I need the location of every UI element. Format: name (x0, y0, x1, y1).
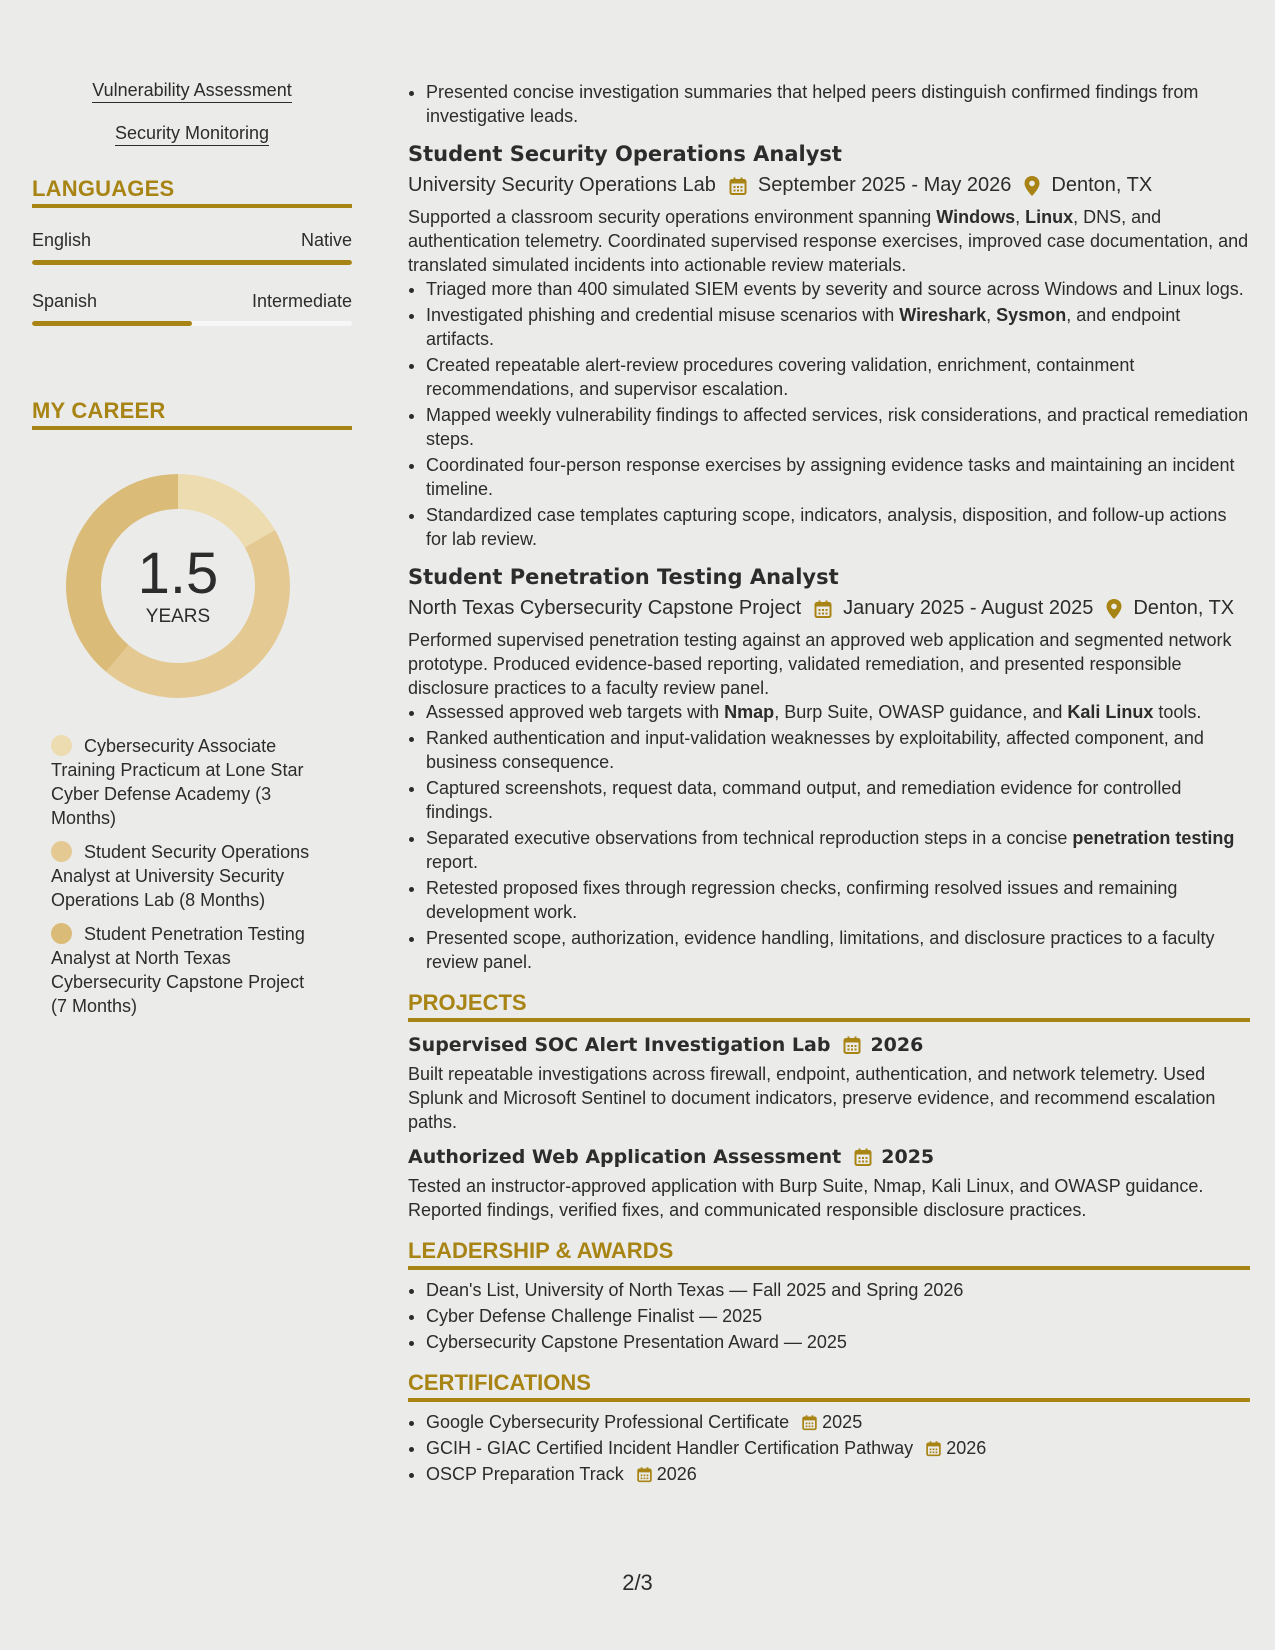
legend-dot (51, 923, 72, 944)
project-entry (408, 1146, 1250, 1222)
language-bar (32, 321, 352, 326)
language-item (32, 291, 352, 326)
certifications-list (408, 1410, 1250, 1486)
career-legend-text: Cybersecurity Associate Training Practicum at Lone Star Cyber Defense Academy (3 Months) (51, 736, 304, 828)
certification-year: 2025 (822, 1412, 863, 1432)
calendar-icon (925, 1440, 942, 1457)
project-year: 2026 (870, 1034, 924, 1056)
job-dates: January 2025 - August 2025 (843, 597, 1094, 619)
project-title: Authorized Web Application Assessment (408, 1146, 842, 1168)
bullet-item: • Captured screenshots, request data, command output, and remediation evidence for controlled findings. (426, 776, 1250, 824)
certification-item (426, 1410, 1250, 1434)
certification-name: • GCIH - GIAC Certified Incident Handler Certification Pathway (426, 1438, 914, 1458)
certification-item (426, 1436, 1250, 1460)
skill-tag: Vulnerability Assessment (92, 80, 291, 103)
job-dates: September 2025 - May 2026 (757, 174, 1012, 196)
award-item: • Cyber Defense Challenge Finalist — 2025 (426, 1304, 1250, 1328)
certification-item (426, 1462, 1250, 1486)
calendar-icon (842, 1035, 862, 1055)
bullet-item: • Presented scope, authorization, evidence handling, limitations, and disclosure practices to a faculty review panel. (426, 926, 1250, 974)
awards-list (408, 1278, 1250, 1354)
projects-heading: PROJECTS (408, 990, 1250, 1022)
certification-name: • Google Cybersecurity Professional Certificate (426, 1412, 790, 1432)
awards-heading: LEADERSHIP & AWARDS (408, 1238, 1250, 1270)
job-meta (408, 597, 1250, 620)
skill-tag: Security Monitoring (115, 123, 269, 146)
job-title: Student Security Operations Analyst (408, 142, 842, 166)
bullet-item: • Separated executive observations from technical reproduction steps in a concise penetration testing report. (426, 826, 1250, 874)
project-entry (408, 1034, 1250, 1134)
career-total-unit: YEARS (145, 606, 211, 627)
bullet-item: • Assessed approved web targets with Nmap, Burp Suite, OWASP guidance, and Kali Linux tools. (426, 700, 1250, 724)
previous-job-bullets (408, 80, 1250, 128)
job-org: University Security Operations Lab (408, 174, 716, 196)
language-level: Intermediate (251, 291, 352, 311)
award-item: • Cybersecurity Capstone Presentation Award — 2025 (426, 1330, 1250, 1354)
page-number: 2/3 (622, 1570, 653, 1595)
language-bar-fill (32, 321, 192, 326)
job-location: Denton, TX (1133, 597, 1235, 619)
career-legend-text: Student Penetration Testing Analyst at North Texas Cybersecurity Capstone Project (7 Months) (51, 924, 305, 1016)
project-description: Tested an instructor-approved application with Burp Suite, Nmap, Kali Linux, and OWASP guidance. Reported findings, verified fixes, and communicated responsible disclosure practices. (408, 1176, 1204, 1220)
career-legend (51, 734, 321, 1018)
language-level: Native (300, 230, 352, 250)
language-name: Spanish (32, 291, 98, 311)
job-org: North Texas Cybersecurity Capstone Project (408, 597, 802, 619)
job-description: Performed supervised penetration testing against an approved web application and segmented network prototype. Produced evidence-based reporting, validated remediation, and presented responsible disclosure practices to a faculty review panel. (408, 630, 1232, 698)
career-legend-item (51, 734, 321, 830)
bullet-item: • Presented concise investigation summaries that helped peers distinguish confirmed findings from investigative leads. (426, 80, 1250, 128)
bullet-item: • Created repeatable alert-review procedures covering validation, enrichment, containment recommendations, and supervisor escalation. (426, 353, 1250, 401)
career-total-value: 1.5 (137, 541, 219, 606)
language-bar (32, 260, 352, 265)
right-column (408, 80, 1250, 1488)
career-legend-text: Student Security Operations Analyst at University Security Operations Lab (8 Months) (51, 842, 310, 910)
certification-name: • OSCP Preparation Track (426, 1464, 624, 1484)
bullet-item: • Retested proposed fixes through regression checks, confirming resolved issues and remaining development work. (426, 876, 1250, 924)
bullet-item: • Mapped weekly vulnerability findings to affected services, risk considerations, and practical remediation steps. (426, 403, 1250, 451)
donut-segment (178, 474, 275, 548)
job-bullets (408, 277, 1250, 551)
job-entry (408, 142, 1250, 551)
skill-tags (32, 80, 352, 166)
map-pin-icon (1105, 598, 1123, 620)
bullet-item: • Standardized case templates capturing scope, indicators, analysis, disposition, and follow-up actions for lab review. (426, 503, 1250, 551)
job-meta (408, 174, 1250, 197)
career-heading: MY CAREER (32, 398, 352, 430)
project-description: Built repeatable investigations across firewall, endpoint, authentication, and network telemetry. Used Splunk and Microsoft Sentinel to document indicators, preserve evidence, and recommend escalation paths. (408, 1064, 1216, 1132)
language-bar-fill (32, 260, 352, 265)
career-legend-item (51, 922, 321, 1018)
legend-dot (51, 735, 72, 756)
legend-dot (51, 841, 72, 862)
left-column (32, 80, 352, 1028)
bullet-item: • Ranked authentication and input-validation weaknesses by exploitability, affected component, and business consequence. (426, 726, 1250, 774)
career-legend-item (51, 840, 321, 912)
languages-heading: LANGUAGES (32, 176, 352, 208)
map-pin-icon (1023, 175, 1041, 197)
bullet-item: • Investigated phishing and credential misuse scenarios with Wireshark, Sysmon, and endpoint artifacts. (426, 303, 1250, 351)
award-item: • Dean's List, University of North Texas — Fall 2025 and Spring 2026 (426, 1278, 1250, 1302)
career-donut-chart (66, 474, 290, 698)
job-entry (408, 565, 1250, 974)
certification-year: 2026 (656, 1464, 697, 1484)
certifications-heading: CERTIFICATIONS (408, 1370, 1250, 1402)
calendar-icon (853, 1147, 873, 1167)
project-year: 2025 (881, 1146, 935, 1168)
calendar-icon (813, 599, 833, 619)
job-location: Denton, TX (1051, 174, 1153, 196)
bullet-item: • Triaged more than 400 simulated SIEM events by severity and source across Windows and Linux logs. (426, 277, 1250, 301)
calendar-icon (728, 176, 748, 196)
calendar-icon (801, 1414, 818, 1431)
job-description: Supported a classroom security operations environment spanning Windows, Linux, DNS, and authentication telemetry. Coordinated supervised response exercises, improved case documentation, and translated simulated incidents into actionable review materials. (408, 207, 1249, 275)
calendar-icon (636, 1466, 653, 1483)
job-title: Student Penetration Testing Analyst (408, 565, 839, 589)
language-name: English (32, 230, 92, 250)
certification-year: 2026 (946, 1438, 987, 1458)
project-title: Supervised SOC Alert Investigation Lab (408, 1034, 831, 1056)
language-item (32, 230, 352, 265)
job-bullets (408, 700, 1250, 974)
bullet-item: • Coordinated four-person response exercises by assigning evidence tasks and maintaining an incident timeline. (426, 453, 1250, 501)
